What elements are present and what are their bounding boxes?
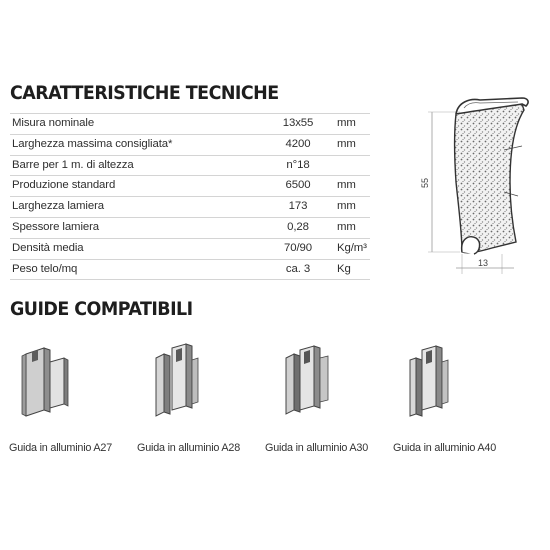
guides-gallery <box>0 330 550 460</box>
spec-row <box>10 156 370 177</box>
spec-unit: mm <box>337 200 356 213</box>
guide-card-a28 <box>128 330 253 460</box>
slat-profile-drawing <box>418 92 542 282</box>
spec-value: n°18 <box>286 158 310 171</box>
spec-value: 173 <box>288 200 308 213</box>
spec-value: 0,28 <box>287 220 309 233</box>
spec-label: Spessore lamiera <box>12 220 100 233</box>
guide-label: Guida in alluminio A40 <box>393 442 497 454</box>
spec-row <box>10 197 370 218</box>
guide-card-a40 <box>384 330 509 460</box>
spec-label: Barre per 1 m. di altezza <box>12 158 134 171</box>
width-dimension-label: 13 <box>478 258 489 268</box>
spec-unit: mm <box>337 179 356 192</box>
spec-value: 6500 <box>285 179 311 192</box>
spec-value: 4200 <box>285 137 311 150</box>
spec-row <box>10 135 370 156</box>
spec-label: Larghezza lamiera <box>12 200 105 213</box>
spec-row <box>10 113 370 135</box>
spec-unit: mm <box>337 117 356 129</box>
spec-unit: mm <box>337 220 356 233</box>
spec-value: 70/90 <box>283 241 312 254</box>
specs-table <box>10 113 370 280</box>
guide-card-a30 <box>256 330 381 460</box>
guide-label: Guida in alluminio A28 <box>137 442 241 454</box>
guide-a28-image <box>146 340 206 422</box>
spec-label: Misura nominale <box>12 117 95 129</box>
spec-unit: Kg <box>337 262 351 275</box>
spec-row <box>10 176 370 197</box>
guide-a27-image <box>14 340 74 422</box>
spec-row <box>10 260 370 281</box>
spec-row <box>10 239 370 260</box>
guide-label: Guida in alluminio A27 <box>9 442 113 454</box>
guides-section-title: GUIDE COMPATIBILI <box>10 298 193 320</box>
guide-a30-image <box>278 340 338 422</box>
spec-value: ca. 3 <box>285 262 311 275</box>
spec-label: Densità media <box>12 241 84 254</box>
spec-row <box>10 218 370 239</box>
spec-label: Larghezza massima consigliata* <box>12 137 173 150</box>
guide-card-a27 <box>0 330 125 460</box>
spec-label: Produzione standard <box>12 179 116 192</box>
spec-label: Peso telo/mq <box>12 262 78 275</box>
guide-a40-image <box>402 340 462 422</box>
spec-value: 13x55 <box>282 117 314 129</box>
height-dimension-label: 55 <box>420 177 430 188</box>
spec-unit: Kg/m³ <box>337 241 367 254</box>
spec-unit: mm <box>337 137 356 150</box>
specs-section-title: CARATTERISTICHE TECNICHE <box>10 82 279 104</box>
guide-label: Guida in alluminio A30 <box>265 442 369 454</box>
